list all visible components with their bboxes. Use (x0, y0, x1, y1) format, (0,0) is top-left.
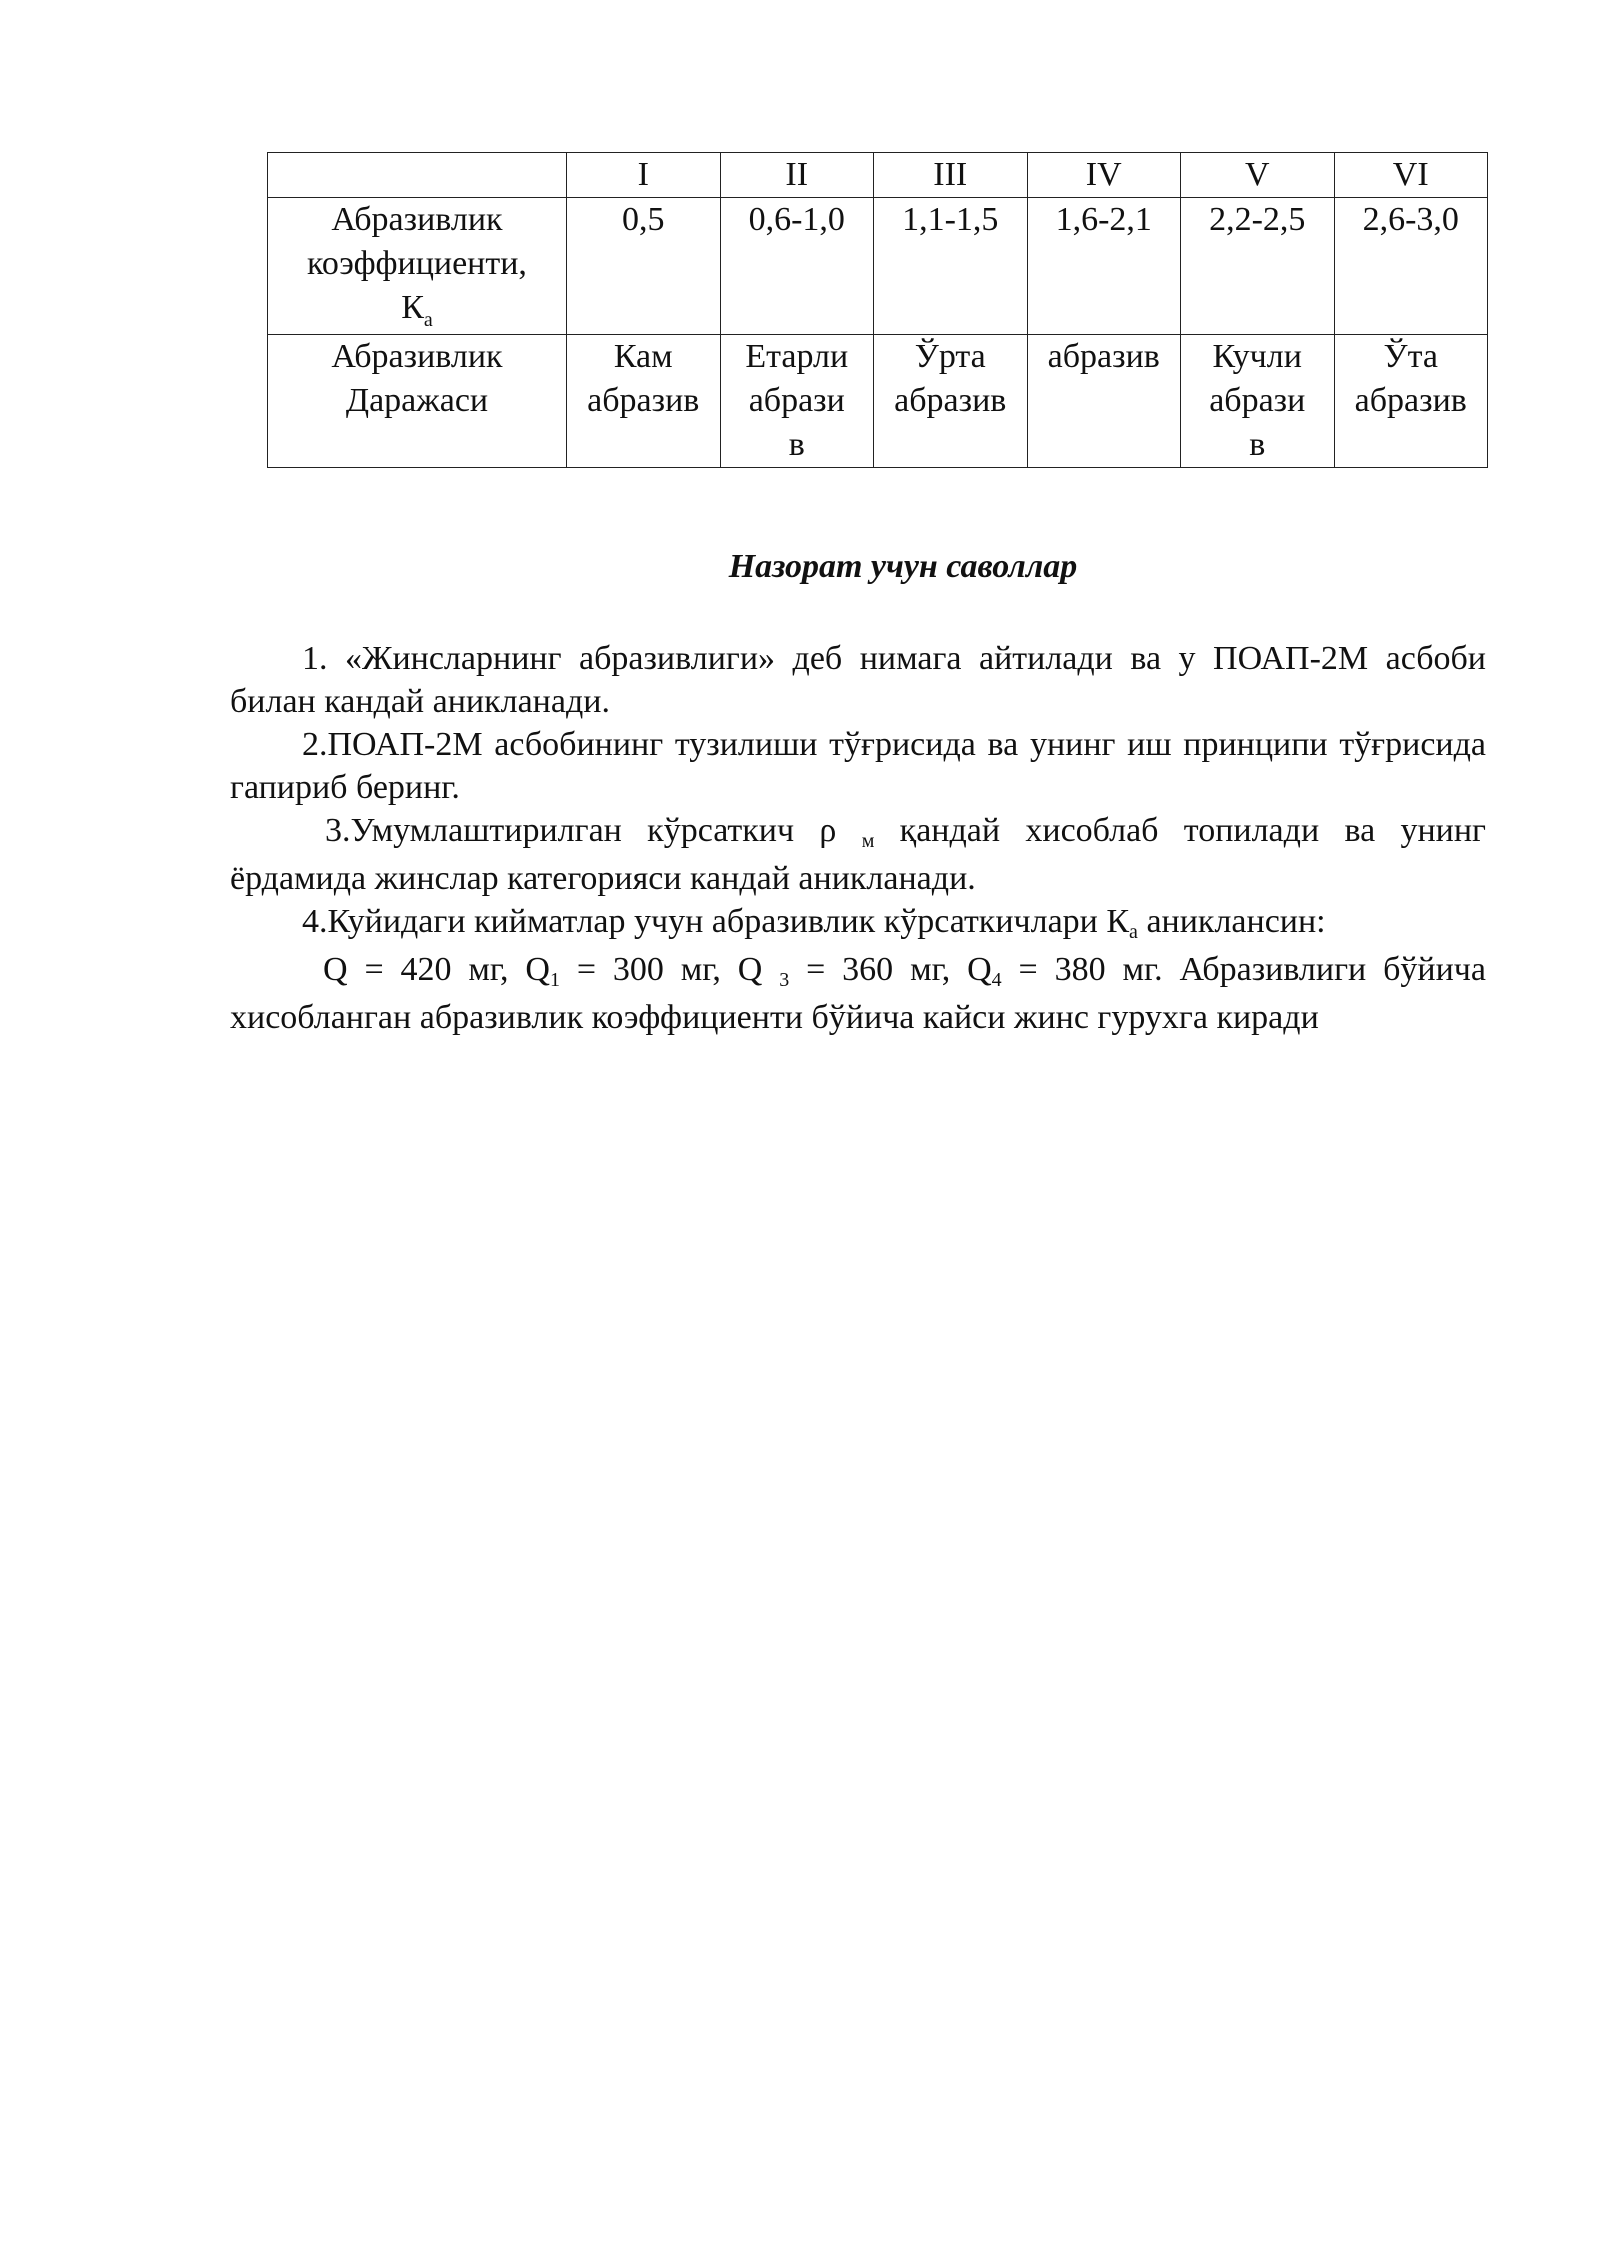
degree-cell: Кам абразив (567, 335, 721, 468)
label-line: коэффициенти, (307, 245, 527, 282)
header-cell: V (1181, 153, 1335, 198)
coef-cell: 2,2-2,5 (1181, 198, 1335, 335)
question-4: 4.Куйидаги кийматлар учун абразивлик кўрсаткичлари Ка аниклансин: (302, 903, 1326, 943)
header-cell: VI (1334, 153, 1488, 198)
label-symbol: $К_а$ (401, 289, 433, 331)
coef-cell: 0,5 (567, 198, 721, 335)
label-line: Абразивлик (331, 201, 503, 238)
coef-cell: 1,6-2,1 (1027, 198, 1181, 335)
header-cell (268, 153, 567, 198)
questions-list (230, 637, 1486, 1039)
header-cell: I (567, 153, 721, 198)
degree-cell: Етарли абрази в (720, 335, 874, 468)
question-1: 1. «Жинсларнинг абразивлиги» деб нимага айтилади ва у ПОАП-2М асбоби билан кандай аникланади. (230, 640, 1486, 720)
question-3: 3.Умумлаштирилган кўрсаткич ρ м қандай хисоблаб топилади ва унинг ёрдамида жинслар категорияси кандай аникланади. (230, 812, 1487, 897)
coef-cell: 2,6-3,0 (1334, 198, 1488, 335)
question-4-values: Q = 420 мг, Q1 = 300 мг, Q 3 = 360 мг, Q4 = 380 мг. Абразивлиги бўйича хисобланган абразивлик коэффициенти бўйича кайси жинс гурухга киради (230, 951, 1486, 1036)
abrasiveness-table (267, 152, 1488, 468)
table-row-coefficient (268, 198, 1488, 335)
row-label-degree (268, 335, 567, 468)
section-title: Назорат учун саволлар (728, 548, 1078, 585)
header-cell: IV (1027, 153, 1181, 198)
coef-cell: 1,1-1,5 (874, 198, 1028, 335)
header-cell: III (874, 153, 1028, 198)
coef-cell: 0,6-1,0 (720, 198, 874, 335)
row-label-coefficient (268, 198, 567, 335)
label-line: Даражаси (345, 382, 489, 419)
table-header-row (268, 153, 1488, 198)
header-cell: II (720, 153, 874, 198)
degree-cell: Ўрта абразив (874, 335, 1028, 468)
label-line: Абразивлик (331, 338, 503, 375)
degree-cell: Кучли абрази в (1181, 335, 1335, 468)
table-row-degree (268, 335, 1488, 468)
degree-cell: абразив (1027, 335, 1181, 468)
degree-cell: Ўта абразив (1334, 335, 1488, 468)
question-2: 2.ПОАП-2М асбобининг тузилиши тўғрисида ва унинг иш принципи тўғрисида гапириб беринг. (230, 726, 1486, 806)
